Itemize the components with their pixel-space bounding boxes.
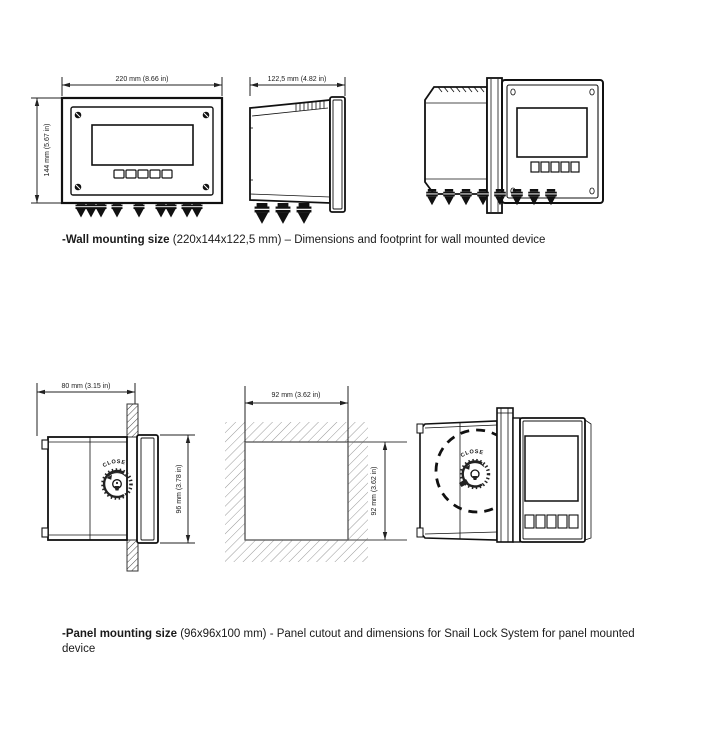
display-screen: [525, 436, 578, 501]
button-row: [525, 515, 578, 528]
panel-perspective-drawing: [415, 388, 605, 558]
display-screen: [92, 125, 193, 165]
close-label: CLOSE: [459, 448, 485, 460]
wall-depth-dim-label: 122,5 mm (4.82 in): [267, 76, 327, 83]
cable-glands: [76, 202, 203, 218]
wall-mounting-caption: [62, 233, 702, 248]
panel-caption-text: (96x96x100 mm) - Panel cutout and dimensions for Snail Lock System for panel mounted device: [62, 628, 635, 655]
button-row: [114, 170, 172, 178]
panel-mounting-caption: [62, 627, 662, 657]
mounting-collar: [497, 408, 513, 542]
wall-side-view-drawing: [238, 70, 356, 232]
cutout-width-dim-label: 92 mm (3.62 in): [271, 392, 321, 399]
screw-icon: [203, 112, 210, 119]
wall-caption-text: (220x144x122,5 mm) – Dimensions and footprint for wall mounted device: [169, 234, 546, 246]
wall-caption-bold: -Wall mounting size: [62, 234, 170, 246]
display-screen: [517, 108, 587, 157]
screw-icon: [75, 112, 82, 119]
wall-height-dim-label: 144 mm (5.67 in): [44, 123, 51, 177]
cable-glands: [255, 203, 312, 224]
wall-front-view-drawing: [25, 70, 235, 232]
wall-side-body: [250, 100, 330, 203]
wall-width-dim-label: 220 mm (8.66 in): [115, 76, 169, 83]
cutout-height-dim-label: 92 mm (3.62 in): [371, 466, 378, 516]
panel-height-dim-label: 96 mm (3.78 in): [176, 464, 183, 514]
panel-depth-dim-label: 80 mm (3.15 in): [61, 383, 111, 390]
panel-cutout: [245, 442, 348, 540]
button-row: [531, 162, 579, 172]
wall-perspective-drawing: [420, 70, 610, 232]
panel-cutout-drawing: [160, 378, 410, 578]
panel-caption-bold: -Panel mounting size: [62, 628, 178, 640]
close-label: CLOSE: [101, 458, 127, 470]
screw-icon: [203, 184, 210, 191]
panel-wall-section: [127, 404, 138, 437]
panel-wall-section: [127, 540, 138, 571]
screw-icon: [75, 184, 82, 191]
